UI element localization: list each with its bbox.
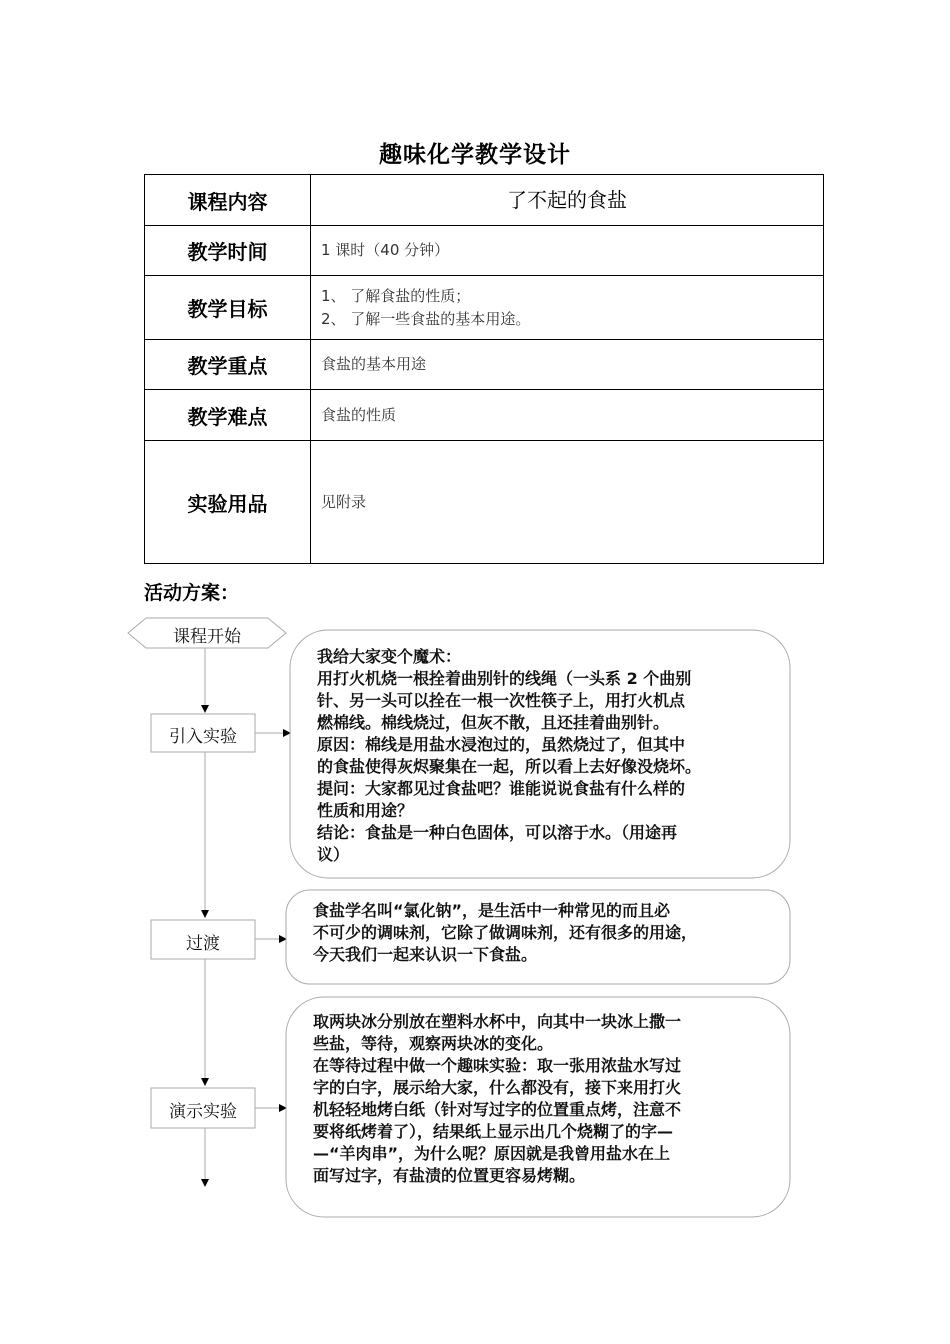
- callout-text-transition: [313, 900, 697, 966]
- text-line: 提问：大家都见过食盐吧？谁能说说食盐有什么样的: [317, 779, 686, 798]
- text-line: 面写过字，有盐渍的位置更容易烤糊。: [313, 1166, 586, 1185]
- row-label: 教学目标: [145, 276, 311, 340]
- text-line: 今天我们一起来认识一下食盐。: [313, 945, 538, 964]
- text-line: 性质和用途？: [317, 801, 414, 820]
- text-line: 不可少的调味剂，它除了做调味剂，还有很多的用途，: [313, 923, 698, 942]
- row-label: 课程内容: [145, 175, 311, 226]
- text-line: 原因：棉线是用盐水浸泡过的，虽然烧过了，但其中: [317, 735, 686, 754]
- row-value: 了不起的食盐: [311, 175, 824, 226]
- callout-text-demo: [313, 1011, 681, 1187]
- text-line: 取两块冰分别放在塑料水杯中，向其中一块冰上撒一: [313, 1012, 682, 1031]
- text-line: 食盐学名叫“氯化钠”，是生活中一种常见的而且必: [313, 901, 671, 920]
- text-line: 用打火机烧一根拴着曲别针的线绳（一头系 2 个曲别: [317, 669, 692, 688]
- goal-line: 2、 了解一些食盐的基本用途。: [321, 309, 531, 328]
- step-label-transition: 过渡: [186, 934, 220, 954]
- row-value: 1 课时（40 分钟）: [311, 226, 824, 276]
- text-line: 针、另一头可以拴在一根一次性筷子上，用打火机点: [317, 691, 686, 710]
- row-value: 食盐的基本用途: [311, 340, 824, 390]
- text-line: 结论：食盐是一种白色固体，可以溶于水。（用途再: [317, 823, 678, 842]
- step-label-intro: 引入实验: [169, 727, 237, 747]
- step-label-demo: 演示实验: [169, 1102, 237, 1122]
- callout-text-intro: [317, 646, 701, 866]
- row-value: 食盐的性质: [311, 390, 824, 441]
- text-line: 些盐，等待，观察两块冰的变化。: [313, 1034, 554, 1053]
- text-line: 我给大家变个魔术：: [317, 647, 462, 666]
- text-line: 议）: [317, 845, 350, 864]
- row-label: 教学时间: [145, 226, 311, 276]
- goal-line: 1、 了解食盐的性质；: [321, 286, 471, 305]
- start-node-label: 课程开始: [173, 627, 241, 647]
- row-label: 教学难点: [145, 390, 311, 441]
- text-line: 在等待过程中做一个趣味实验：取一张用浓盐水写过: [313, 1056, 682, 1075]
- section-title: 活动方案：: [144, 582, 240, 604]
- row-value: 见附录: [311, 441, 824, 564]
- row-label: 实验用品: [145, 441, 311, 564]
- document-title: 趣味化学教学设计: [379, 142, 571, 168]
- text-line: 要将纸烤着了），结果纸上显示出几个烧糊了的字—: [313, 1122, 674, 1141]
- text-line: —“羊肉串”，为什么呢？原因就是我曾用盐水在上: [313, 1144, 671, 1163]
- text-line: 燃棉线。棉线烧过，但灰不散，且还挂着曲别针。: [317, 713, 670, 732]
- text-line: 的食盐使得灰烬聚集在一起，所以看上去好像没烧坏。: [317, 757, 702, 776]
- text-line: 机轻轻地烤白纸（针对写过字的位置重点烤，注意不: [313, 1100, 682, 1119]
- row-label: 教学重点: [145, 340, 311, 390]
- text-line: 字的白字，展示给大家，什么都没有，接下来用打火: [313, 1078, 682, 1097]
